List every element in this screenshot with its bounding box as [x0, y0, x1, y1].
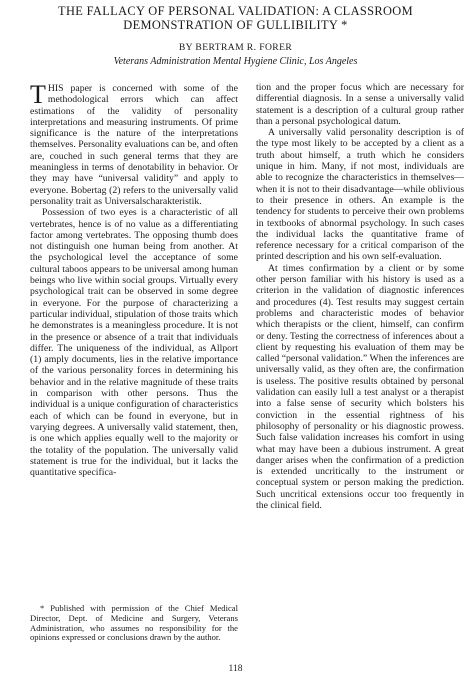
article-title: THE FALLACY OF PERSONAL VALIDATION: A CLASSROOM DEMONSTRATION OF GULLIBILITY *	[58, 4, 413, 32]
right-column	[256, 82, 464, 511]
author-line: BY BERTRAM R. FORER	[178, 42, 293, 53]
drop-cap: T	[30, 80, 46, 109]
page-number: 118	[228, 664, 243, 674]
left-column	[30, 80, 238, 479]
author-affiliation: Veterans Administration Mental Hygiene Clinic, Los Angeles	[113, 56, 358, 67]
paragraph-personal-validation: At times confirmation by a client or by some other person familiar with his history is used as a criterion in the validation of diagnostic inferences and procedures (4). Test results may suggest certain problems and characteristic modes of behavior which therapists or the client, himself, can confirm or deny. Testing the correctness of inferences about a client by requesting his evaluation of them may be called “personal validation.” When the inferences are universally valid, as they often are, the confirmation is useless. The positive results obtained by personal validation can easily lull a test analyst or a therapist into a false sense of security which bolsters his conviction in the essential rightness of his philosophy of personality or his diagnostic prowess. Such false validation increases his comfort in using what may have been a dubious instrument. A great danger arises when the confirmation of a prediction is extended uncritically to the instrument or conceptual system or person making the prediction. Such uncritical extensions occur too frequently in the clinical field.	[256, 262, 464, 511]
paragraph-intro	[30, 80, 238, 207]
paragraph-vertebrates: Possession of two eyes is a characteristic of all vertebrates, hence is of no value as a differentiating factor among vertebrates. The opposing thumb does not distinguish one human being from another. At the psychological level the acceptance of some cultural taboos appears to be universal among human beings who live within social groups. Virtually every psychological trait can be observed in some degree in everyone. For the purpose of characterizing a particular individual, stipulation of those traits which he demonstrates is a meaningless procedure. It is not in the presence or absence of a trait that individuals differ. The uniqueness of the individual, as Allport (1) amply documents, lies in the relative importance of the various personality forces in determining his behavior and in the relative magnitude of these traits in comparison with other persons. Thus the individual is a unique configuration of characteristics each of which can be found in everyone, but in varying degrees. A universally valid statement, then, is one which applies equally well to the majority or the totality of the population. The universally valid statement is true for the individual, but it lacks the quantitative specifica-	[30, 207, 238, 479]
paragraph-universal-description: A universally valid personality description is of the type most likely to be accepted by a client as a truth about himself, a truth which he considers unique in him. Many, if not most, individuals are able to recognize the characteristics in themselves—when it is not to their disadvantage—while oblivious to their presence in others. An example is the tendency for students to perceive their own problems in textbooks of abnormal psychology. In such cases the individual lacks the quantitative frame of reference necessary for a critical comparison of the printed description and his own self-evaluation.	[256, 127, 464, 263]
paragraph-intro-text: HIS paper is concerned with some of the methodological errors which can affect estimations of the validity of personality interpretations and measuring instruments. Of prime significance is the nature of the interpretations themselves. Personality evaluations can be, and often are, couched in such general terms that they are meaningless in terms of denotability in behavior. Or they may have “universal validity” and apply to everyone. Bobertag (2) refers to the universally valid personality trait as Universalscharakteristik.	[30, 83, 238, 207]
paragraph-continuation: tion and the proper focus which are necessary for differential diagnosis. In a sense a universally valid statement is a description of a cultural group rather than a personal psychological datum.	[256, 82, 464, 127]
footnote: * Published with permission of the Chief Medical Director, Dept. of Medicine and Surgery, Veterans Administration, who assumes no responsibility for the opinions expressed or conclusions drawn by the author.	[30, 603, 238, 643]
